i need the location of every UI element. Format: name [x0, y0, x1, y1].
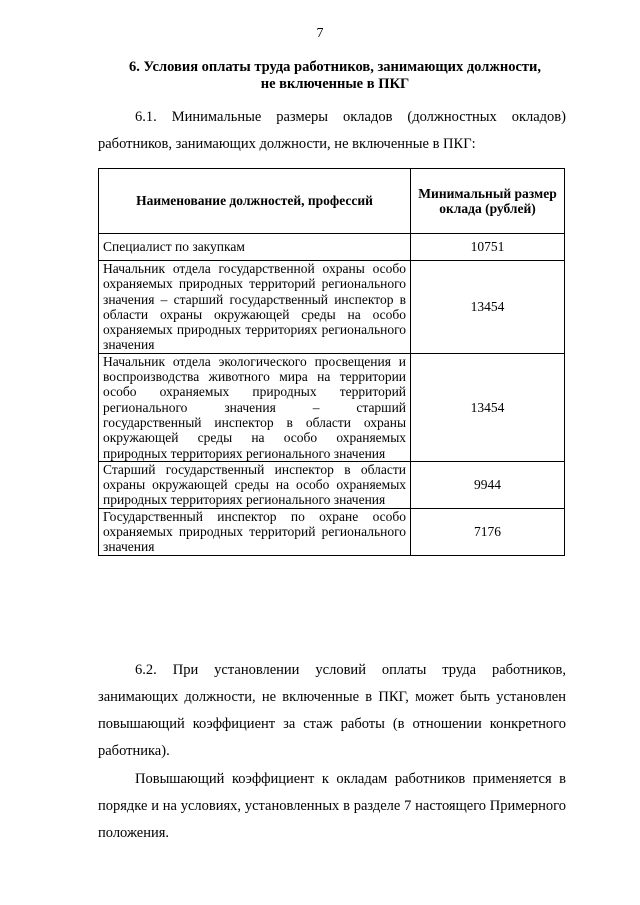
- section-title-line-1: 6. Условия оплаты труда работников, занимающих должности,: [128, 59, 542, 75]
- position-name-cell: Специалист по закупкам: [99, 234, 411, 261]
- table-row: [99, 353, 565, 461]
- table-row: [99, 508, 565, 555]
- paragraph-coefficient: Повышающий коэффициент к окладам работников применяется в порядке и на условиях, установленных в разделе 7 настоящего Примерного положения.: [98, 771, 566, 841]
- header-minimum-salary: Минимальный размер оклада (рублей): [411, 169, 565, 234]
- position-name-cell: Старший государственный инспектор в области охраны окружающей среды на особо охраняемых природных территориях регионального значения: [99, 461, 411, 508]
- page-number: 7: [316, 26, 324, 41]
- section-title-line-2: не включенные в ПКГ: [260, 76, 410, 92]
- salary-table: [98, 168, 565, 556]
- table-row: [99, 261, 565, 354]
- table-header-row: [99, 169, 565, 234]
- paragraph-6-1: 6.1. Минимальные размеры окладов (должностных окладов) работников, занимающих должности, не включенные в ПКГ:: [98, 109, 566, 152]
- section-title: [100, 59, 570, 93]
- salary-cell: 13454: [411, 353, 565, 461]
- salary-cell: 9944: [411, 461, 565, 508]
- position-name-cell: Государственный инспектор по охране особо охраняемых природных территорий регионального значения: [99, 508, 411, 555]
- position-name-cell: Начальник отдела экологического просвещения и воспроизводства животного мира на территории особо охраняемых природных территорий регионального значения – старший государственный инспектор в области охраны окружающей среды на особо охраняемых природных территориях регионального значения: [99, 353, 411, 461]
- salary-cell: 13454: [411, 261, 565, 354]
- table-row: [99, 234, 565, 261]
- salary-cell: 7176: [411, 508, 565, 555]
- table-row: [99, 461, 565, 508]
- header-position-name: Наименование должностей, профессий: [99, 169, 411, 234]
- salary-cell: 10751: [411, 234, 565, 261]
- position-name-cell: Начальник отдела государственной охраны особо охраняемых природных территорий регионального значения – старший государственный инспектор в области охраны окружающей среды на особо охраняемых природных территориях регионального значения: [99, 261, 411, 354]
- paragraph-6-2: 6.2. При установлении условий оплаты труда работников, занимающих должности, не включенные в ПКГ, может быть установлен повышающий коэффициент за стаж работы (в отношении конкретного работника).: [98, 662, 566, 759]
